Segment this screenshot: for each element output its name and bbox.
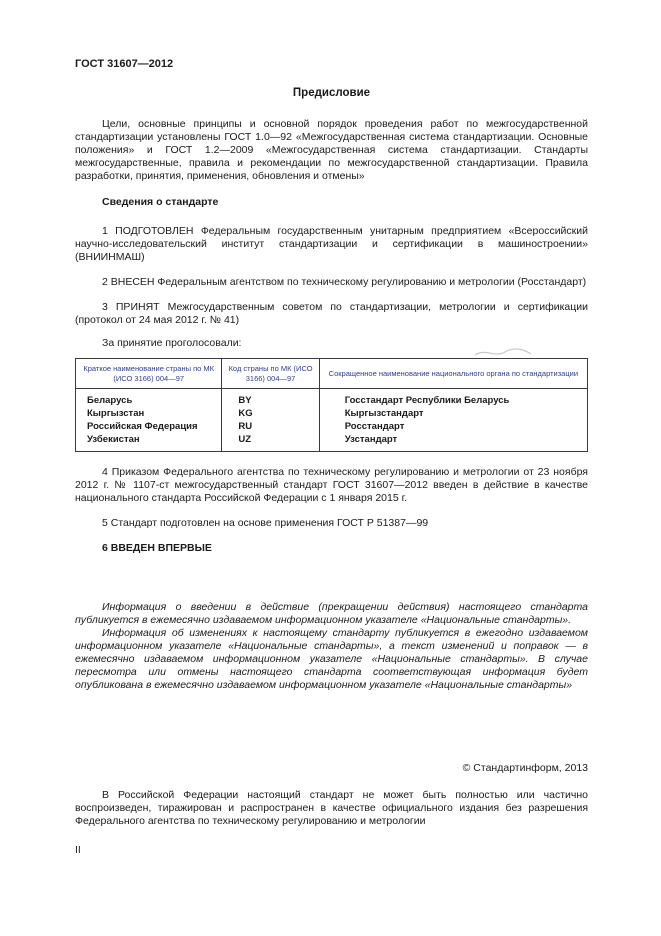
vote-table bbox=[75, 358, 588, 452]
scan-artifact-squiggle bbox=[473, 346, 533, 360]
cell-code: RU bbox=[222, 420, 319, 433]
col-header-organ: Сокращенное наименование национального органа по стандартизации bbox=[319, 359, 587, 389]
page-number: II bbox=[75, 844, 81, 856]
copyright-line: © Стандартинформ, 2013 bbox=[462, 762, 588, 774]
cell-organ: Кыргызстандарт bbox=[319, 407, 587, 420]
table-header-row bbox=[76, 359, 588, 389]
cell-code: BY bbox=[222, 389, 319, 408]
table-row bbox=[76, 433, 588, 452]
standard-item-5: 5 Стандарт подготовлен на основе применения ГОСТ Р 51387—99 bbox=[102, 517, 429, 529]
reproduction-note: В Российской Федерации настоящий стандарт не может быть полностью или частично воспроизведен, тиражирован и распространен в качестве официального издания без разрешения Федерального агентства по техническому регулированию и метрологии bbox=[75, 789, 588, 827]
standard-item-3: 3 ПРИНЯТ Межгосударственным советом по стандартизации, метрологии и сертификации (протокол от 24 мая 2012 г. № 41) bbox=[75, 301, 588, 326]
publication-notes bbox=[75, 601, 588, 692]
cell-code: UZ bbox=[222, 433, 319, 452]
page-title: Предисловие bbox=[292, 87, 371, 99]
note-paragraph: Информация о введении в действие (прекращении действия) настоящего стандарта публикуется в ежемесячно издаваемом информационном указателе «Национальные стандарты». bbox=[75, 601, 588, 626]
col-header-country: Краткое наименование страны по МК (ИСО 3166) 004—97 bbox=[76, 359, 222, 389]
vote-table-wrap bbox=[75, 358, 588, 452]
cell-country: Кыргызстан bbox=[87, 408, 145, 419]
cell-country: Беларусь bbox=[87, 395, 133, 406]
table-row bbox=[76, 420, 588, 433]
section-heading: Сведения о стандарте bbox=[102, 196, 219, 208]
standard-item-2: 2 ВНЕСЕН Федеральным агентством по техническому регулированию и метрологии (Росстандарт) bbox=[102, 276, 587, 288]
doc-number: ГОСТ 31607—2012 bbox=[75, 58, 174, 70]
standard-item-6: 6 ВВЕДЕН ВПЕРВЫЕ bbox=[102, 542, 212, 554]
cell-code: KG bbox=[222, 407, 319, 420]
cell-organ: Росстандарт bbox=[319, 420, 587, 433]
intro-paragraph: Цели, основные принципы и основной порядок проведения работ по межгосударственной стандартизации установлены ГОСТ 1.0—92 «Межгосударственная система стандартизации. Основные положения» и ГОСТ 1.2—2009 «Межгосударственная система стандартизации. Стандарты межгосударственные, правила и рекомендации по межгосударственной стандартизации. Правила разработки, принятия, применения, обновления и отмены» bbox=[75, 118, 588, 182]
cell-country: Российская Федерация bbox=[87, 421, 198, 432]
cell-country: Узбекистан bbox=[87, 434, 140, 445]
standard-item-4: 4 Приказом Федерального агентства по техническому регулированию и метрологии от 23 ноября 2012 г. № 1107-ст межгосударственный стандарт ГОСТ 31607—2012 введен в действие в качестве национального стандарта Российской Федерации с 1 января 2015 г. bbox=[75, 466, 588, 504]
col-header-code: Код страны по МК (ИСО 3166) 004—97 bbox=[222, 359, 319, 389]
standard-item-1: 1 ПОДГОТОВЛЕН Федеральным государственным унитарным предприятием «Всероссийский научно-исследовательский институт стандартизации и сертификации в машиностроении» (ВНИИНМАШ) bbox=[75, 225, 588, 263]
table-row bbox=[76, 407, 588, 420]
note-paragraph: Информация об изменениях к настоящему стандарту публикуется в ежегодно издаваемом информационном указателе «Национальные стандарты», а текст изменений и поправок — в ежемесячно издаваемом информационном указателе «Национальные стандарты». В случае пересмотра или отмены настоящего стандарта соответствующая информация будет опубликована в ежемесячно издаваемом информационном указателе «Национальные стандарты» bbox=[75, 627, 588, 691]
vote-heading: За принятие проголосовали: bbox=[102, 337, 242, 349]
cell-organ: Узстандарт bbox=[319, 433, 587, 452]
table-row bbox=[76, 389, 588, 408]
cell-organ: Госстандарт Республики Беларусь bbox=[319, 389, 587, 408]
